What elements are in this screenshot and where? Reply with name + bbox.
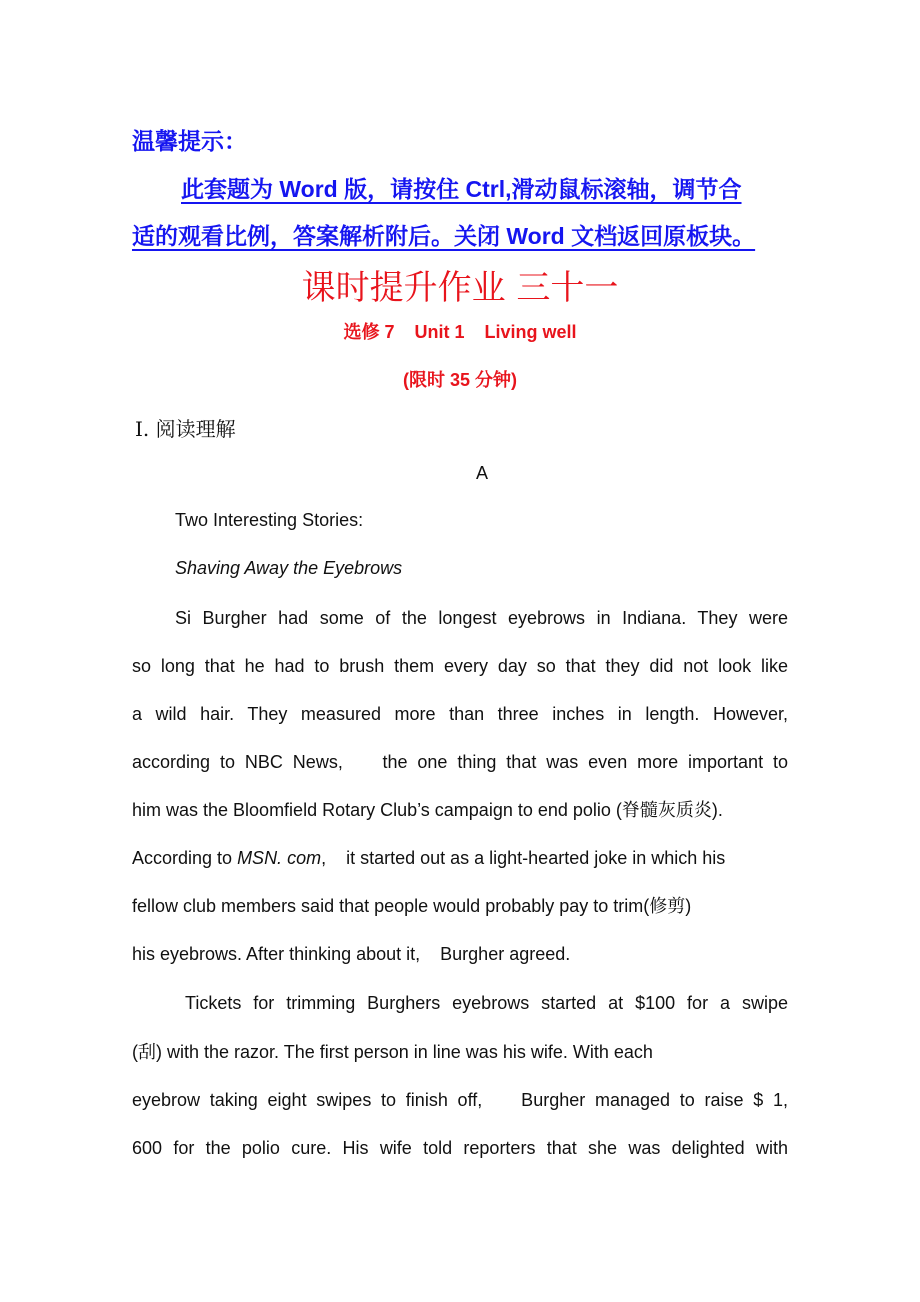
paragraph-line: [132, 846, 788, 870]
paragraph-line: 600 for the polio cure. His wife told reporters that she was delighted with: [132, 1138, 788, 1158]
paragraph-line: eyebrow taking eight swipes to finish off, Burgher managed to raise $ 1,: [132, 1090, 788, 1110]
chinese-gloss: 刮: [138, 1042, 156, 1063]
paragraph-line: a wild hair. They measured more than three inches in length. However,: [132, 704, 788, 724]
passage-label: A: [476, 463, 489, 483]
story-title: Shaving Away the Eyebrows: [175, 558, 403, 578]
paragraph-line: [132, 894, 788, 919]
chinese-gloss: 修剪: [649, 896, 686, 917]
text-segment: ): [685, 896, 692, 916]
notice-link-line-1[interactable]: 此套题为 Word 版，请按住 Ctrl,滑动鼠标滚轴，调节合: [181, 176, 742, 202]
paragraph-line: [132, 798, 788, 823]
chinese-gloss: 脊髓灰质炎: [621, 800, 712, 821]
section-heading: Ⅰ. 阅读理解: [135, 417, 236, 441]
paragraph-line: his eyebrows. After thinking about it, Burgher agreed.: [132, 944, 571, 964]
subtitle: 选修 7 Unit 1 Living well: [343, 322, 577, 342]
text-segment: , it started out as a light-hearted joke in which his: [321, 848, 726, 868]
story-heading: Two Interesting Stories:: [175, 510, 364, 530]
paragraph-line: Si Burgher had some of the longest eyebrows in Indiana. They were: [175, 608, 788, 628]
notice-link-line-2[interactable]: 适的观看比例，答案解析附后。关闭 Word 文档返回原板块。: [132, 223, 756, 249]
notice-heading: 温馨提示：: [132, 128, 247, 154]
text-segment: ) with the razor. The first person in line was his wife. With each: [156, 1042, 653, 1062]
text-segment: According to: [132, 848, 238, 868]
text-segment: (: [132, 1042, 138, 1062]
paragraph-line: Tickets for trimming Burghers eyebrows started at $100 for a swipe: [185, 993, 788, 1013]
page-title: 课时提升作业 三十一: [301, 268, 619, 308]
text-segment: fellow club members said that people would probably pay to trim(: [132, 896, 650, 916]
text-segment: ).: [711, 800, 723, 820]
text-segment: him was the Bloomfield Rotary Club’s campaign to end polio (: [132, 800, 622, 820]
paragraph-line: [132, 1040, 788, 1065]
source-name: MSN. com: [237, 848, 322, 868]
paragraph-line: so long that he had to brush them every day so that they did not look like: [132, 656, 788, 676]
time-limit: (限时 35 分钟): [402, 370, 517, 390]
paragraph-line: according to NBC News, the one thing that was even more important to: [132, 752, 788, 772]
